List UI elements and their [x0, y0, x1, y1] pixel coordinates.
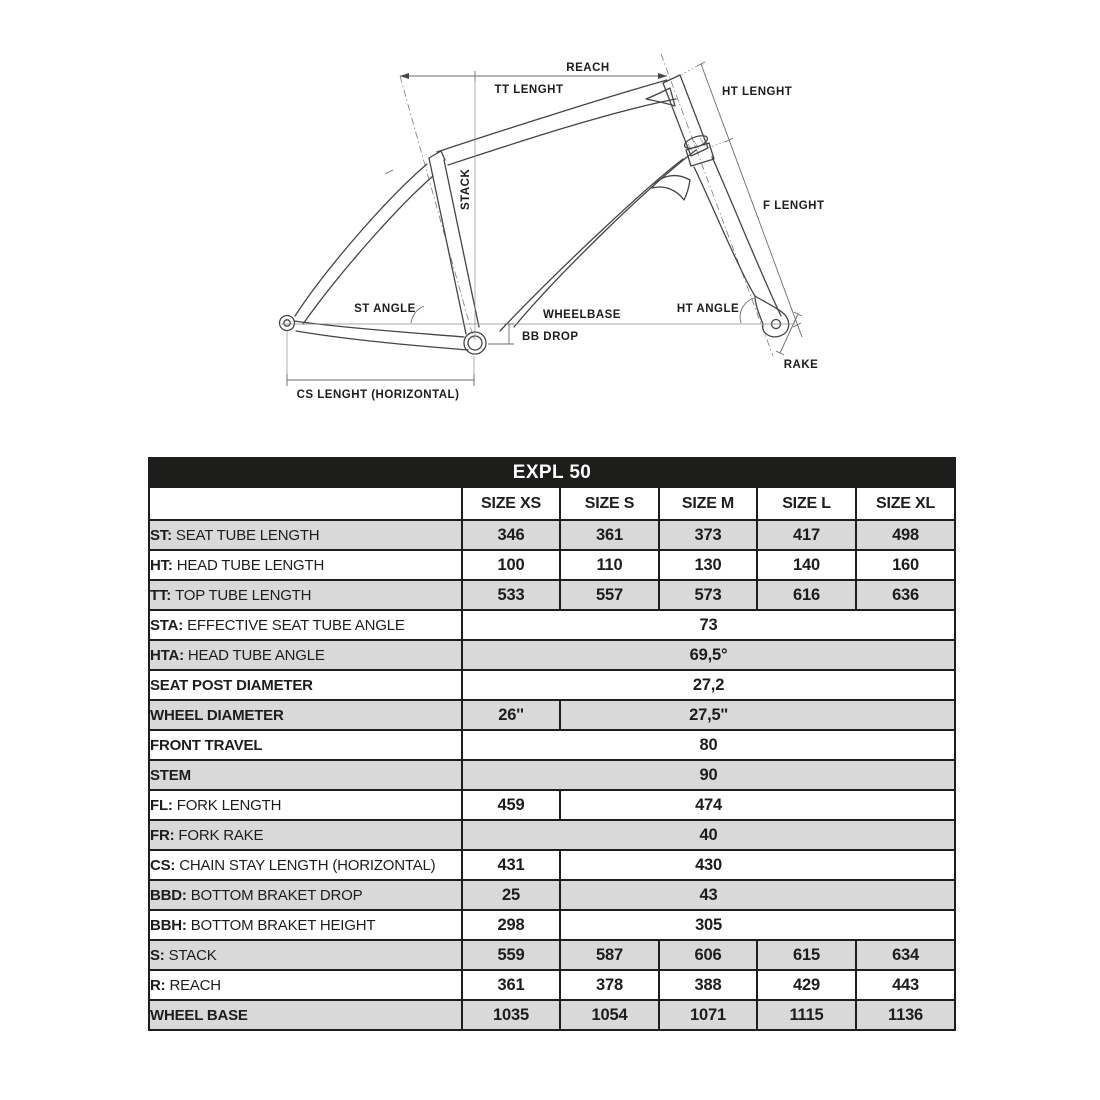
table-row: [149, 820, 955, 850]
table-row: [149, 970, 955, 1000]
row-value: 615: [757, 940, 856, 970]
row-label-prefix: CS:: [150, 856, 176, 874]
row-value: 606: [659, 940, 757, 970]
row-value: 27,2: [462, 670, 955, 700]
row-value: 346: [462, 520, 560, 550]
row-label-prefix: TT:: [150, 586, 172, 604]
row-value: 429: [757, 970, 856, 1000]
row-label-text: HEAD TUBE ANGLE: [187, 646, 325, 664]
row-label: [149, 520, 462, 550]
label-tt-length: TT LENGHT: [494, 84, 564, 96]
row-label-prefix: BBH:: [150, 916, 187, 934]
row-value: 80: [462, 730, 955, 760]
row-value: 26'': [462, 700, 560, 730]
row-label: [149, 970, 462, 1000]
spec-table-body: [149, 520, 955, 1030]
table-row: [149, 760, 955, 790]
table-title: EXPL 50: [149, 458, 955, 487]
label-reach: REACH: [566, 62, 610, 74]
row-value: 1071: [659, 1000, 757, 1030]
size-header-l: SIZE L: [757, 487, 856, 520]
row-value: 43: [560, 880, 955, 910]
label-ht-length: HT LENGHT: [722, 86, 793, 98]
diagram-labels: [297, 62, 825, 401]
row-label: [149, 580, 462, 610]
row-label-prefix: FL:: [150, 796, 173, 814]
table-row: [149, 670, 955, 700]
row-label: [149, 850, 462, 880]
row-value: 559: [462, 940, 560, 970]
row-label-text: SEAT TUBE LENGTH: [175, 526, 320, 544]
row-value: 73: [462, 610, 955, 640]
row-value: 373: [659, 520, 757, 550]
table-row: [149, 910, 955, 940]
row-label: [149, 820, 462, 850]
row-label-text: CHAIN STAY LENGTH (HORIZONTAL): [179, 856, 436, 874]
row-value: 69,5°: [462, 640, 955, 670]
row-value: 25: [462, 880, 560, 910]
table-row: [149, 580, 955, 610]
row-label-text: EFFECTIVE SEAT TUBE ANGLE: [187, 616, 405, 634]
size-header-row: [149, 487, 955, 520]
row-label-prefix: HT:: [150, 556, 173, 574]
table-row: [149, 850, 955, 880]
row-value: 140: [757, 550, 856, 580]
label-wheelbase: WHEELBASE: [543, 309, 621, 321]
row-label: SEAT POST DIAMETER: [149, 670, 462, 700]
row-value: 430: [560, 850, 955, 880]
row-label-prefix: ST:: [150, 526, 172, 544]
row-label: [149, 550, 462, 580]
size-header-xl: SIZE XL: [856, 487, 955, 520]
row-label-text: BOTTOM BRAKET HEIGHT: [190, 916, 376, 934]
row-label-prefix: S:: [150, 946, 165, 964]
row-value: 27,5'': [560, 700, 955, 730]
row-value: 573: [659, 580, 757, 610]
table-row: [149, 940, 955, 970]
row-value: 160: [856, 550, 955, 580]
row-label: [149, 880, 462, 910]
row-label-text: FORK RAKE: [178, 826, 264, 844]
label-stack: STACK: [460, 168, 472, 210]
row-label-prefix: HTA:: [150, 646, 184, 664]
row-label: STEM: [149, 760, 462, 790]
row-value: 298: [462, 910, 560, 940]
row-value: 459: [462, 790, 560, 820]
row-label-text: HEAD TUBE LENGTH: [176, 556, 325, 574]
row-value: 636: [856, 580, 955, 610]
row-value: 431: [462, 850, 560, 880]
row-value: 474: [560, 790, 955, 820]
row-label-prefix: BBD:: [150, 886, 187, 904]
table-row: [149, 790, 955, 820]
row-value: 634: [856, 940, 955, 970]
row-value: 498: [856, 520, 955, 550]
label-rake: RAKE: [783, 359, 819, 371]
table-row: [149, 640, 955, 670]
row-value: 110: [560, 550, 659, 580]
row-label: [149, 940, 462, 970]
label-f-length: F LENGHT: [763, 200, 825, 212]
size-header-m: SIZE M: [659, 487, 757, 520]
row-label: WHEEL BASE: [149, 1000, 462, 1030]
row-value: 1035: [462, 1000, 560, 1030]
row-label-text: STACK: [168, 946, 217, 964]
row-value: 533: [462, 580, 560, 610]
row-label: [149, 910, 462, 940]
row-label-text: FORK LENGTH: [176, 796, 282, 814]
table-row: [149, 730, 955, 760]
row-label: [149, 640, 462, 670]
row-label: WHEEL DIAMETER: [149, 700, 462, 730]
size-header-s: SIZE S: [560, 487, 659, 520]
row-label-text: TOP TUBE LENGTH: [175, 586, 312, 604]
row-value: 443: [856, 970, 955, 1000]
row-label-text: BOTTOM BRAKET DROP: [190, 886, 363, 904]
row-value: 1136: [856, 1000, 955, 1030]
row-value: 587: [560, 940, 659, 970]
row-value: 1054: [560, 1000, 659, 1030]
ht-angle-arc: [740, 298, 754, 323]
row-value: 388: [659, 970, 757, 1000]
table-row: [149, 520, 955, 550]
row-label-prefix: STA:: [150, 616, 184, 634]
table-row: [149, 610, 955, 640]
row-value: 100: [462, 550, 560, 580]
row-value: 417: [757, 520, 856, 550]
spec-table: [148, 457, 956, 1031]
label-cs-length: CS LENGHT (HORIZONTAL): [296, 389, 460, 401]
row-value: 90: [462, 760, 955, 790]
row-value: 305: [560, 910, 955, 940]
row-value: 361: [462, 970, 560, 1000]
row-value: 557: [560, 580, 659, 610]
geometry-diagram: [0, 0, 1100, 450]
table-title-row: [149, 458, 955, 487]
row-value: 378: [560, 970, 659, 1000]
bike-frame-outline: [280, 75, 709, 354]
label-ht-angle: HT ANGLE: [676, 303, 740, 315]
row-value: 361: [560, 520, 659, 550]
row-value: 130: [659, 550, 757, 580]
label-bb-drop: BB DROP: [522, 331, 579, 343]
row-label: [149, 610, 462, 640]
row-label: FRONT TRAVEL: [149, 730, 462, 760]
table-row: [149, 1000, 955, 1030]
row-label-text: REACH: [169, 976, 221, 994]
row-label-prefix: FR:: [150, 826, 175, 844]
row-label: [149, 790, 462, 820]
row-value: 40: [462, 820, 955, 850]
table-row: [149, 880, 955, 910]
empty-header-cell: [149, 487, 462, 520]
label-st-angle: ST ANGLE: [354, 303, 416, 315]
table-row: [149, 700, 955, 730]
table-row: [149, 550, 955, 580]
size-header-xs: SIZE XS: [462, 487, 560, 520]
row-label-prefix: R:: [150, 976, 166, 994]
row-value: 1115: [757, 1000, 856, 1030]
row-value: 616: [757, 580, 856, 610]
